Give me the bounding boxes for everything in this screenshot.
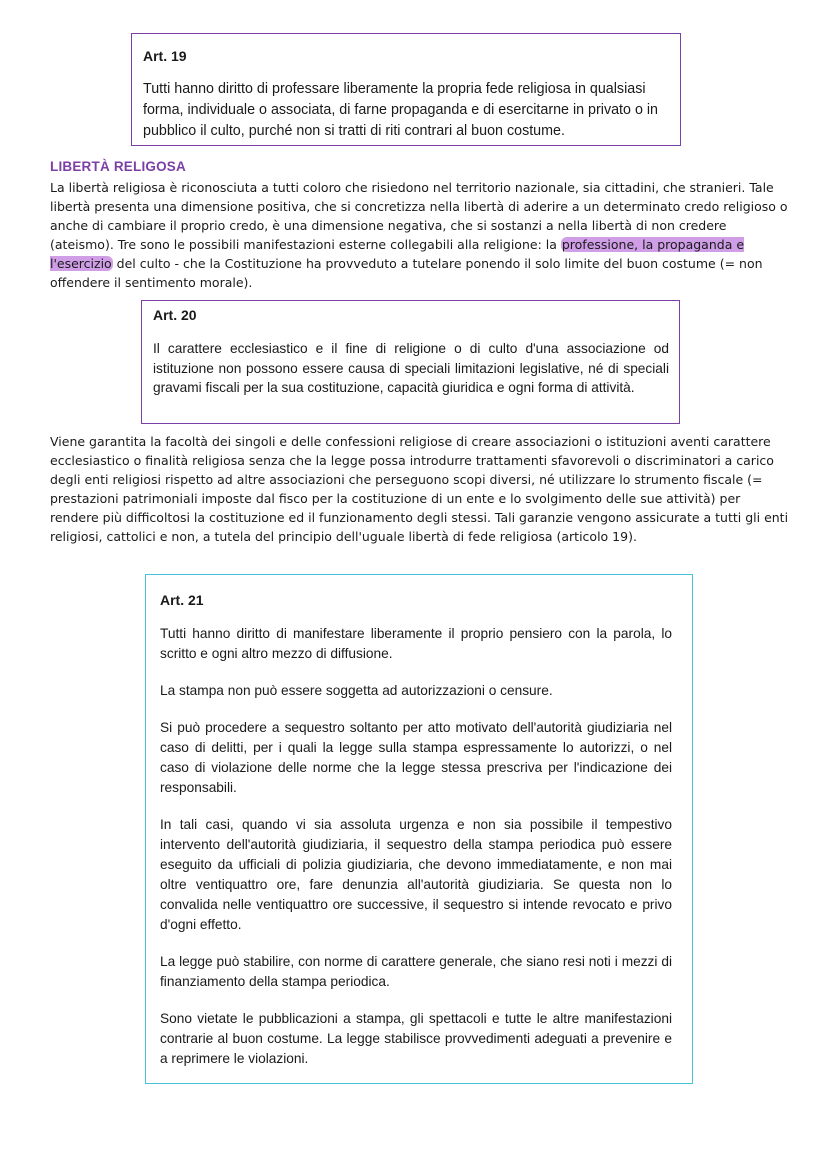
article-20-text: Il carattere ecclesiastico e il fine di religione o di culto d'una associazione od istituzione non possono essere causa di speciali limitazioni legislative, né di speciali gravami fiscali per la sua costituzione, capacità giuridica e ogni forma di attività. (153, 341, 669, 395)
article-21-paragraph: La legge può stabilire, con norme di carattere generale, che siano resi noti i mezzi di finanziamento della stampa periodica. (160, 954, 672, 989)
article-19-text: Tutti hanno diritto di professare liberamente la propria fede religiosa in qualsiasi forma, individuale o associata, di farne propaganda e di esercitarne in privato o in pubblico il culto, purché non si tratti di riti contrari al buon costume. (143, 81, 658, 139)
article-19-box (131, 33, 681, 146)
article-21-box (145, 574, 693, 1084)
paragraph-text-end: del culto - che la Costituzione ha provveduto a tutelare ponendo il solo limite del buon costume (= non offendere il sentimento morale). (50, 256, 763, 290)
article-21-paragraph: In tali casi, quando vi sia assoluta urgenza e non sia possibile il tempestivo intervento dell'autorità giudiziaria, il sequestro della stampa periodica può essere eseguito da ufficiali di polizia giudiziaria, che devono immediatamente, e non mai oltre ventiquattro ore, fare denunzia all'autorità giudiziaria. Se questa non lo convalida nelle ventiquattro ore successive, il sequestro si intende revocato e privo d'ogni effetto. (160, 817, 672, 932)
article-21-paragraph: Si può procedere a sequestro soltanto per atto motivato dell'autorità giudiziaria nel caso di delitti, per i quali la legge sulla stampa espressamente lo autorizzi, o nel caso di violazione delle norme che la legge stessa prescriva per l'indicazione dei responsabili. (160, 720, 672, 795)
article-21-paragraph: Sono vietate le pubblicazioni a stampa, gli spettacoli e tutte le altre manifestazioni contrarie al buon costume. La legge stabilisce provvedimenti adeguati a prevenire e a reprimere le violazioni. (160, 1011, 672, 1066)
highlighted-text: professione, la propaganda e l'esercizio (50, 237, 745, 271)
religious-freedom-paragraph (50, 178, 790, 292)
article-21-title: Art. 21 (160, 592, 204, 608)
article-21-paragraph: Tutti hanno diritto di manifestare liberamente il proprio pensiero con la parola, lo scritto e ogni altro mezzo di diffusione. (160, 626, 672, 661)
religious-associations-paragraph: Viene garantita la facoltà dei singoli e delle confessioni religiose di creare associazioni o istituzioni aventi carattere ecclesiastico o finalità religiosa senza che la legge possa introdurre trattamenti sfavorevoli o discriminatori a carico degli enti religiosi rispetto ad altre associazioni che perseguono scopi diversi, né utilizzare lo strumento fiscale (= prestazioni patrimoniali imposte dal fisco per la costituzione di un ente e lo svolgimento delle sue attività) per rendere più difficoltosi la costituzione ed il funzionamento degli stessi. Tali garanzie vengono assicurate a tutti gli enti religiosi, cattolici e non, a tutela del principio dell'uguale libertà di fede religiosa (articolo 19). (50, 434, 789, 544)
section-heading: LIBERTÀ RELIGOSA (50, 159, 186, 174)
article-19-title: Art. 19 (143, 48, 187, 64)
article-21-paragraph: La stampa non può essere soggetta ad autorizzazioni o censure. (160, 683, 553, 698)
article-20-box (141, 300, 680, 424)
paragraph-text-start: La libertà religiosa è riconosciuta a tutti coloro che risiedono nel territorio nazionale, sia cittadini, che stranieri. Tale libertà presenta una dimensione positiva, che si concretizza nella libertà di aderire a un determinato credo religioso o anche di cambiare il proprio credo, è una dimensione negativa, che si sostanzi a nella libertà di non credere (ateismo). Tre sono le possibili manifestazioni esterne collegabili alla religione: la (50, 180, 788, 252)
article-20-title: Art. 20 (153, 307, 197, 323)
